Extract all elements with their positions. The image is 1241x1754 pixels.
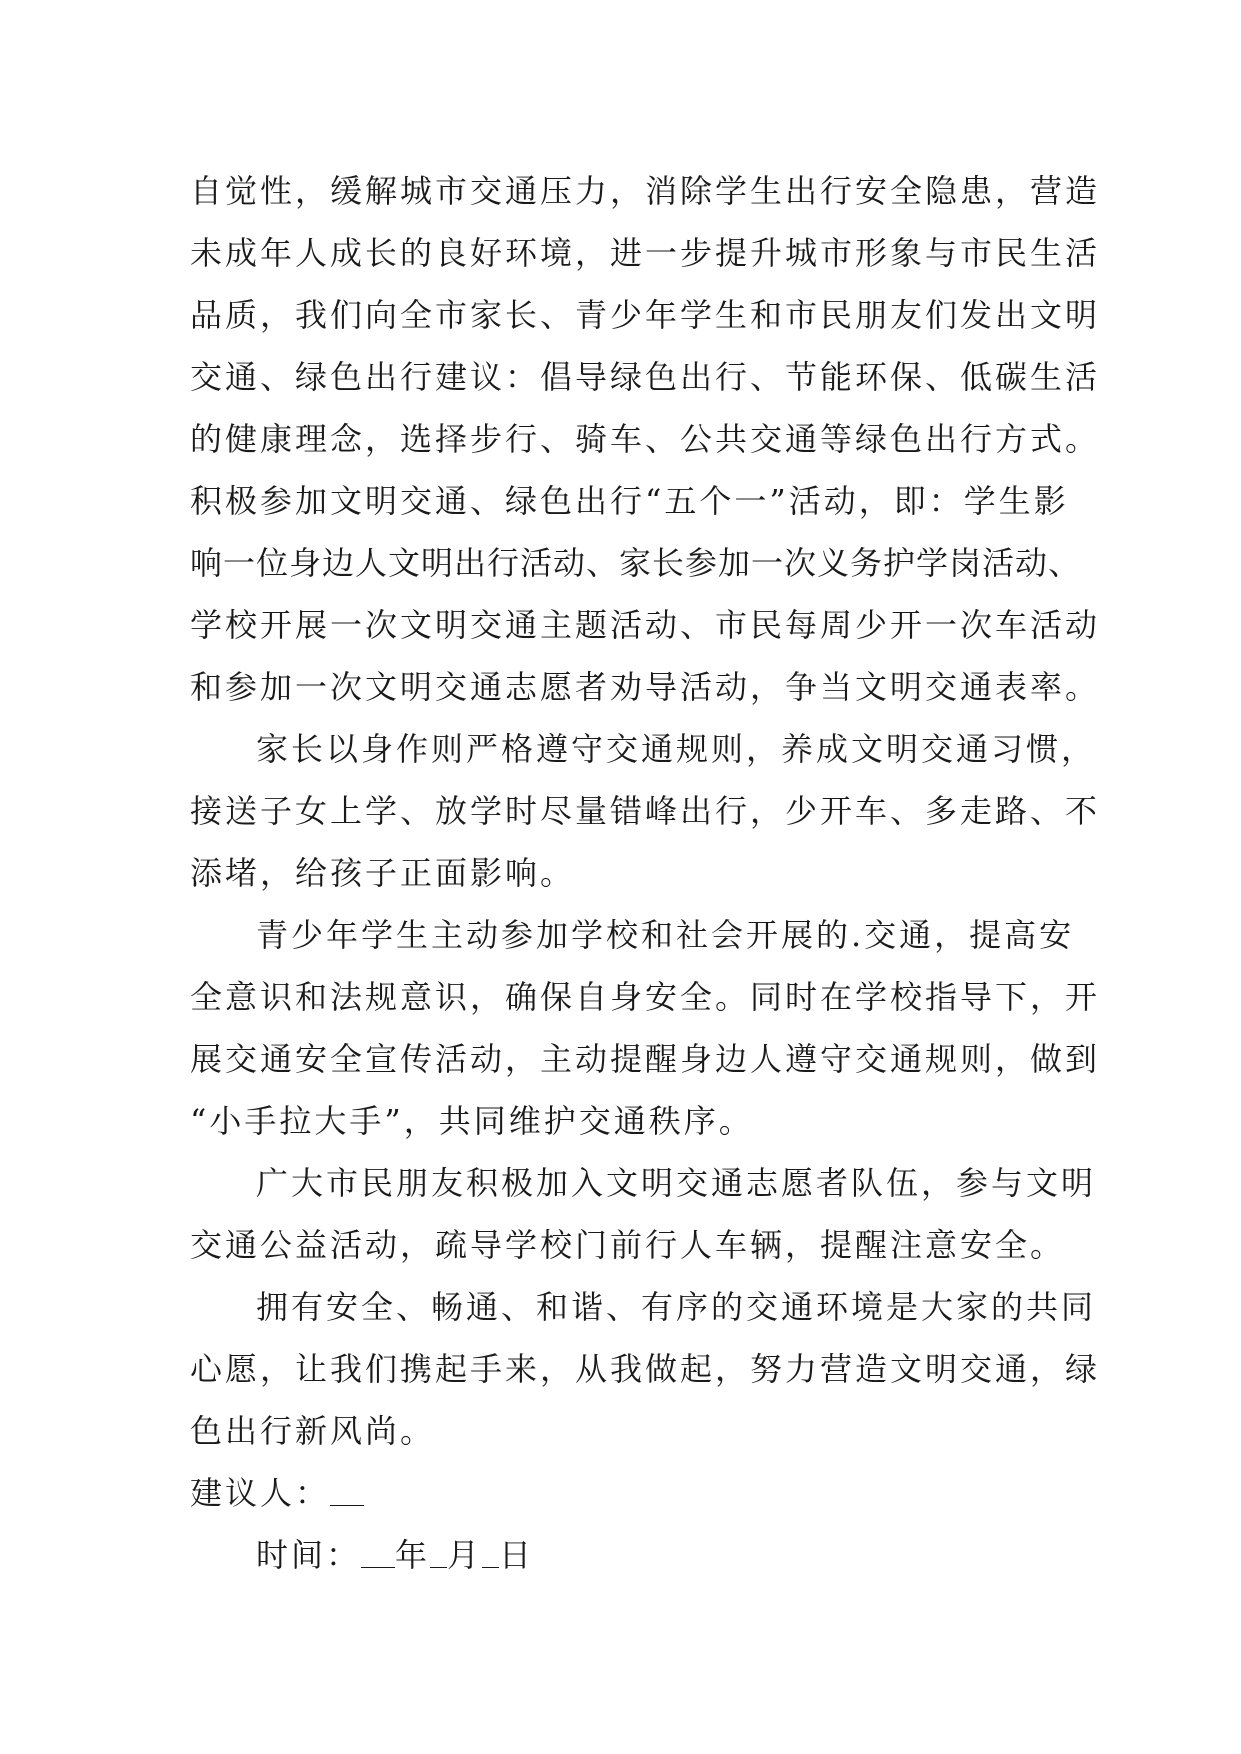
text-line: 未成年人成长的良好环境，进一步提升城市形象与市民生活	[190, 234, 1101, 272]
text-line: 接送子女上学、放学时尽量错峰出行，少开车、多走路、不	[190, 792, 1101, 830]
text-line: 交通公益活动，疏导学校门前行人车辆，提醒注意安全。	[190, 1226, 1066, 1264]
paragraph-closing-line: 拥有安全、畅通、和谐、有序的交通环境是大家的共同	[256, 1288, 1097, 1326]
text-line: 品质，我们向全市家长、青少年学生和市民朋友们发出文明	[190, 296, 1101, 334]
text-line: 的健康理念，选择步行、骑车、公共交通等绿色出行方式。	[190, 420, 1101, 458]
text-line: 和参加一次文明交通志愿者劝导活动，争当文明交通表率。	[190, 668, 1101, 706]
day-label: 日	[499, 1536, 535, 1574]
text-line: 全意识和法规意识，确保自身安全。同时在学校指导下，开	[190, 978, 1101, 1016]
text-line: 色出行新风尚。	[190, 1412, 436, 1450]
day-blank	[482, 1541, 499, 1568]
month-label: 月	[447, 1536, 483, 1574]
text-line: 交通、绿色出行建议：倡导绿色出行、节能环保、低碳生活	[190, 358, 1101, 396]
text-line: 响一位身边人文明出行活动、家长参加一次义务护学岗活动、	[190, 544, 1082, 582]
text-line: 积极参加文明交通、绿色出行“五个一”活动，即：学生影	[190, 482, 1069, 520]
text-line: 添堵，给孩子正面影响。	[190, 854, 576, 892]
proposer-blank	[330, 1479, 364, 1506]
text-line: 展交通安全宣传活动，主动提醒身边人遵守交通规则，做到	[190, 1040, 1101, 1078]
text-line: 心愿，让我们携起手来，从我做起，努力营造文明交通，绿	[190, 1350, 1101, 1388]
document-body	[190, 160, 1101, 1586]
text-line: 学校开展一次文明交通主题活动、市民每周少开一次车活动	[190, 606, 1101, 644]
paragraph-citizens-line: 广大市民朋友积极加入文明交通志愿者队伍，参与文明	[256, 1164, 1097, 1202]
month-blank	[430, 1541, 447, 1568]
time-label: 时间：	[256, 1536, 362, 1574]
time-line	[190, 1524, 1060, 1586]
proposer-label: 建议人：	[190, 1474, 331, 1512]
paragraph-students-line: 青少年学生主动参加学校和社会开展的.交通，提高安	[256, 916, 1075, 954]
text-line: 自觉性，缓解城市交通压力，消除学生出行安全隐患，营造	[190, 172, 1101, 210]
year-blank	[361, 1541, 395, 1568]
paragraph-parents-line: 家长以身作则严格遵守交通规则，养成文明交通习惯，	[256, 730, 1097, 768]
proposer-line	[190, 1462, 1060, 1524]
year-label: 年	[395, 1536, 431, 1574]
text-line: “小手拉大手”，共同维护交通秩序。	[190, 1102, 754, 1140]
